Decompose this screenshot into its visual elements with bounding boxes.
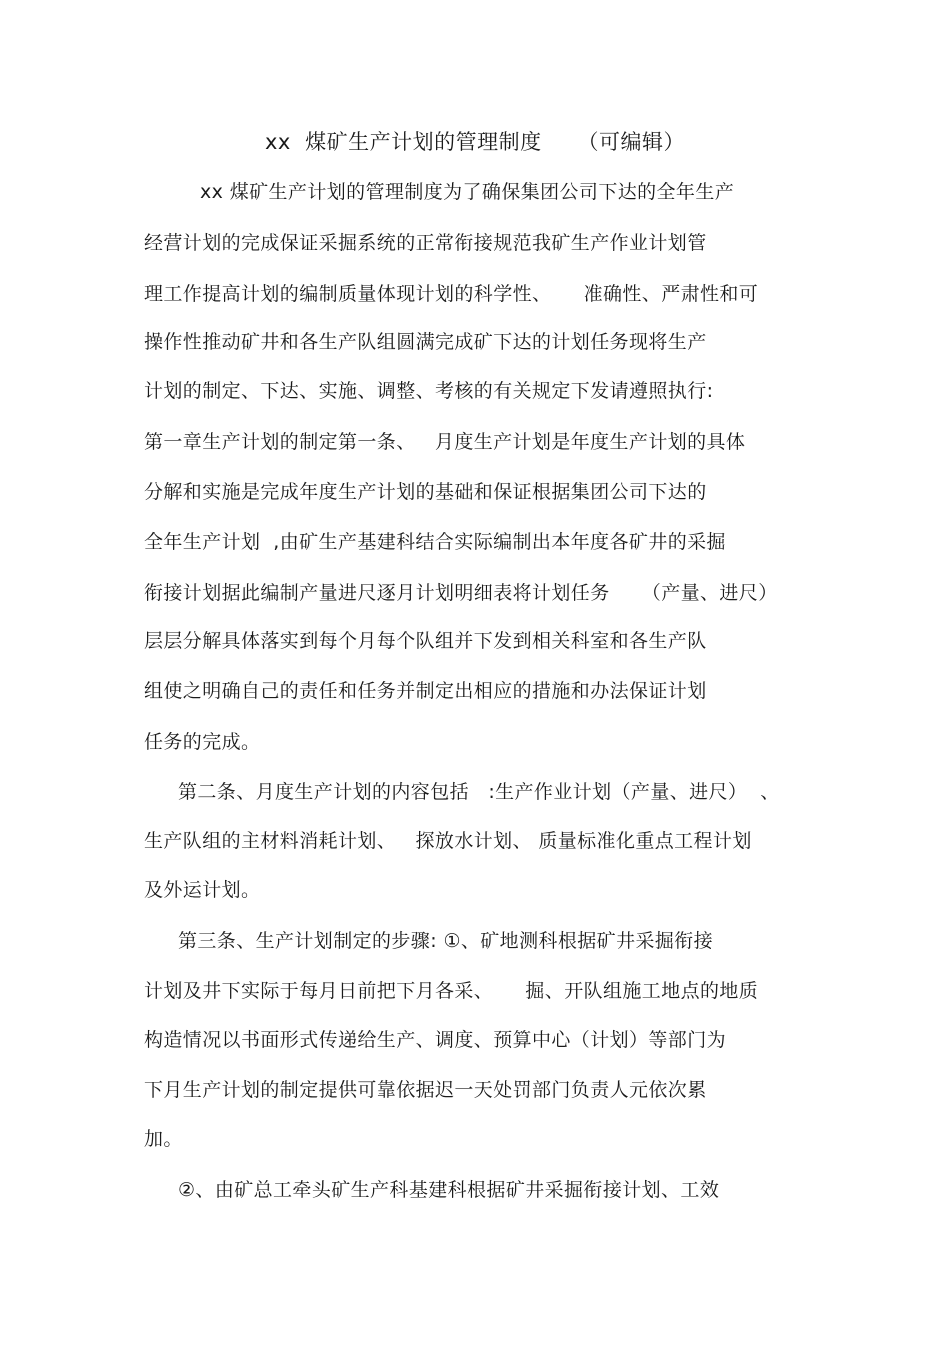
paragraph-line: 组使之明确自己的责任和任务并制定出相应的措施和办法保证计划 — [144, 680, 707, 702]
paragraph-line: 层层分解具体落实到每个月每个队组并下发到相关科室和各生产队 — [144, 630, 707, 652]
paragraph-line: 下月生产计划的制定提供可靠依据迟一天处罚部门负责人元依次累 — [144, 1079, 707, 1101]
paragraph-line: 第一章生产计划的制定第一条、 月度生产计划是年度生产计划的具体 — [144, 431, 746, 453]
paragraph-line: 全年生产计划 ,由矿生产基建科结合实际编制出本年度各矿井的采掘 — [144, 531, 726, 553]
paragraph-line: xx 煤矿生产计划的管理制度为了确保集团公司下达的全年生产 — [200, 181, 735, 203]
paragraph-line: 计划的制定、下达、实施、调整、考核的有关规定下发请遵照执行: — [144, 380, 714, 402]
paragraph-line: 构造情况以书面形式传递给生产、调度、预算中心（计划）等部门为 — [144, 1029, 727, 1051]
paragraph-line: 第三条、生产计划制定的步骤: ①、矿地测科根据矿井采掘衔接 — [178, 930, 714, 952]
paragraph-line: 计划及井下实际于每月日前把下月各采、 掘、开队组施工地点的地质 — [144, 980, 759, 1002]
paragraph-line: 任务的完成。 — [144, 731, 261, 753]
paragraph-line: 及外运计划。 — [144, 879, 261, 901]
document-title: xx 煤矿生产计划的管理制度 （可编辑） — [264, 130, 686, 154]
paragraph-line: 第二条、月度生产计划的内容包括 :生产作业计划（产量、进尺） 、 — [178, 781, 780, 803]
paragraph-line: 衔接计划据此编制产量进尺逐月计划明细表将计划任务 （产量、进尺） — [144, 582, 778, 604]
paragraph-line: 分解和实施是完成年度生产计划的基础和保证根据集团公司下达的 — [144, 481, 707, 503]
paragraph-line: ②、由矿总工牵头矿生产科基建科根据矿井采掘衔接计划、工效 — [178, 1179, 720, 1201]
paragraph-line: 生产队组的主材料消耗计划、 探放水计划、 质量标准化重点工程计划 — [144, 830, 752, 852]
paragraph-line: 理工作提高计划的编制质量体现计划的科学性、 准确性、严肃性和可 — [144, 283, 759, 305]
paragraph-line: 加。 — [144, 1128, 183, 1150]
paragraph-line: 操作性推动矿井和各生产队组圆满完成矿下达的计划任务现将生产 — [144, 331, 707, 353]
paragraph-line: 经营计划的完成保证采掘系统的正常衔接规范我矿生产作业计划管 — [144, 232, 707, 254]
